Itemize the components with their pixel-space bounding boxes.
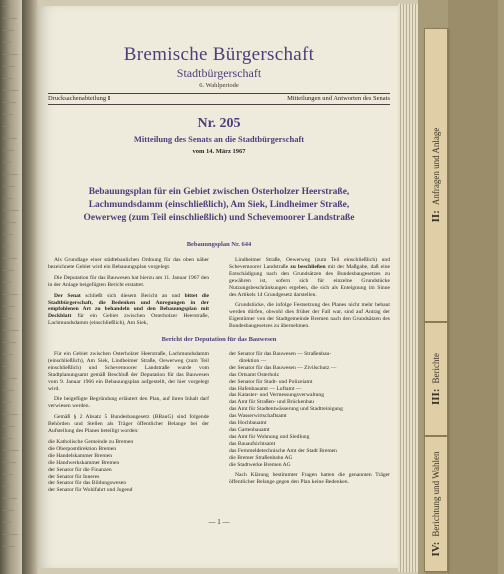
paragraph-tail: mit der Maßgabe, daß eine Entschädigung nach den Grundsätzen des Bundesbaugesetzes zu gewähren ist, sofern sich für einzelne Grundstücke Nutzungsbeschränkungen ergeben, die sich als Enteignung im Sinne des Artikels 14 Grundgesetz darstellen. — [229, 263, 391, 298]
authority-item: das Hochbauamt — [229, 420, 267, 427]
report-column-right — [229, 351, 390, 490]
plan-title-line: Bebauungsplan für ein Gebiet zwischen Osterholzer Heerstraße, — [88, 187, 350, 197]
report-conclusion: Nach Klärung bestimmter Fragen hatten die genannten Träger öffentlicher Belange gegen den Plan keine Bedenken. — [229, 472, 390, 486]
text-line — [2, 522, 11, 523]
text-line — [2, 510, 14, 511]
tab-section-4-label: IV:Berichtung und Wahlen — [430, 451, 442, 557]
text-line — [2, 90, 19, 91]
text-line — [2, 78, 12, 79]
authority-item: der Senator für Stadt- und Polizeiamt — [229, 378, 313, 385]
tab-section-3[interactable] — [424, 322, 448, 436]
authority-item: die Katholische Gemeinde zu Bremen — [48, 438, 134, 445]
text-line — [2, 414, 18, 415]
previous-page-text-lines — [2, 6, 20, 566]
report-paragraph: Für ein Gebiet zwischen Osterholzer Heerstraße, Lachmundsdamm (einschließlich), Am Siek, Lindheimer Straße, Oewerweg (zum Teil einschließlich) und Schevemoorer Landstraße wurde vom Stadtplanungsamt gemäß Beschluß der Deputation für das Bauwesen vom 9. Januar 1966 ein Bebauungsplan aufgestellt, der hier vorgelegt wird. — [48, 351, 209, 392]
book-gutter — [22, 0, 38, 574]
authority-item: das Hafenbauamt — Luftamt — — [229, 385, 302, 392]
authority-item: das Wasserwirtschaftsamt — [229, 413, 287, 420]
authority-item: das Amt für Stadtentwässerung und Stadtreinigung — [229, 406, 343, 413]
intro-column-right — [229, 257, 390, 334]
paragraph — [229, 302, 390, 330]
text-line — [2, 30, 14, 31]
document-page — [38, 6, 398, 568]
binder-side — [418, 0, 504, 574]
report-paragraphs — [48, 351, 209, 435]
authority-item: das Fernmeldetechnische Amt der Stadt Bremen — [229, 447, 337, 454]
paragraph — [48, 293, 209, 328]
header-rule-bottom — [48, 104, 390, 105]
text-line — [2, 42, 11, 43]
department-label — [48, 95, 110, 102]
plan-title-line: Lachmundsdamm (einschließlich), Am Siek, Lindheimer Straße, — [88, 200, 350, 210]
text-line — [2, 354, 13, 355]
authority-item: die Stadtwerke Bremen AG — [229, 461, 291, 468]
parliament-subtitle: Stadtbürgerschaft — [176, 66, 262, 80]
document-number: Nr. 205 — [197, 116, 241, 131]
authority-item: der Senator für das Bauwesen — Zivilschutz — — [229, 364, 337, 371]
text-line — [2, 366, 10, 367]
page-number: — 1 — — [208, 518, 230, 526]
paragraph-text: Grundstücke, die infolge Festsetzung des Planes nicht mehr bebaut werden dürfen, obwohl dies früher der Fall war, sind auf Antrag der Eigentümer von der Stadtgemeinde Bremen nach den Grundsätzen des Bundesbaugesetzes zu übernehmen. — [229, 302, 390, 330]
previous-page-edge — [0, 0, 22, 574]
department-number: I — [107, 95, 111, 102]
text-line — [2, 306, 15, 307]
text-line — [2, 450, 19, 451]
text-line — [2, 18, 17, 19]
text-line — [2, 174, 18, 175]
section-label: Mitteilungen und Antworten des Senats — [287, 95, 390, 102]
text-line — [2, 138, 17, 139]
text-line — [2, 330, 19, 331]
report-paragraph: Gemäß § 2 Absatz 5 Bundesbaugesetz (BBauG) sind folgende Behörden und Stellen als Träger öffentlicher Belange bei der Aufstellung des Planes beteiligt worden: — [48, 414, 209, 435]
text-line — [2, 498, 17, 499]
text-line — [2, 6, 10, 7]
report-column-left — [48, 351, 209, 494]
paragraph-emphasis: bittet die Stadtbürgerschaft, die Bedenken und Anregungen in der empfohlenen Art zu behandeln und den Bebauungsplan mit Deckblatt — [48, 292, 209, 320]
authority-item: das Kataster- und Vermessungsverwaltung — [229, 392, 325, 399]
text-line — [2, 402, 11, 403]
text-line — [2, 378, 17, 379]
tab-section-4[interactable] — [424, 436, 448, 572]
plan-title-line: Oewerweg (zum Teil einschließlich) und Schevemoorer Landstraße — [83, 213, 355, 223]
intro-column-left — [48, 257, 209, 331]
authority-item: die Oberpostdirektion Bremen — [48, 445, 117, 452]
paragraph-emphasis: zu beschließen — [290, 263, 326, 270]
authorities-list-right — [229, 351, 390, 468]
plan-title — [48, 186, 390, 225]
text-line — [2, 534, 18, 535]
parliament-title: Bremische Bürgerschaft — [123, 44, 315, 65]
text-line — [2, 150, 14, 151]
paragraph — [48, 257, 209, 271]
paragraph-text: Als Grundlage einer städtebaulichen Ordnung für das oben näher bezeichnete Gebiet wird ein Bebauungsplan vorgelegt. — [48, 257, 209, 270]
text-line — [2, 438, 12, 439]
text-line — [2, 246, 10, 247]
authority-item: die Handwerkskammer Bremen — [48, 459, 120, 466]
text-line — [2, 222, 16, 223]
report-title: Bericht der Deputation für das Bauwesen — [161, 336, 277, 343]
department-text: Drucksachenabteilung — [48, 95, 107, 102]
tab-section-3-label: III:Berichte — [430, 352, 442, 406]
paragraph-tail: für ein Gebiet zwischen Osterholzer Heerstraße, Lachmundsdamm (einschließlich), Am Siek, — [48, 313, 209, 327]
text-line — [2, 390, 14, 391]
paragraph-text: Lindheimer Straße, Oewerweg (zum Teil einschließlich) und Schevemoorer Landstraße — [229, 257, 390, 270]
page-block-edges — [398, 4, 418, 572]
binder-shadow — [448, 0, 498, 574]
text-line — [2, 210, 19, 211]
text-line — [2, 546, 15, 547]
paragraph-text: schließt sich diesem Bericht an und — [80, 292, 185, 299]
text-line — [2, 54, 18, 55]
text-line — [2, 234, 13, 235]
text-line — [2, 66, 15, 67]
text-line — [2, 162, 11, 163]
header-rule-top — [48, 93, 390, 94]
text-line — [2, 198, 12, 199]
text-line — [2, 342, 16, 343]
paragraph-lead: Der Senat — [54, 292, 81, 299]
authority-item: die Bremer Straßenbahn AG — [229, 454, 293, 461]
text-line — [2, 282, 11, 283]
authority-item: das Amt für Wohnung und Siedlung — [229, 433, 310, 440]
authority-item: der Senator für Inneres — [48, 473, 100, 480]
paragraph — [48, 275, 209, 289]
document-date: vom 14. März 1967 — [192, 148, 246, 155]
authority-item: das Amt für Straßen- und Brückenbau — [229, 399, 314, 406]
text-line — [2, 318, 12, 319]
text-line — [2, 258, 17, 259]
report-paragraph: Die beigefügte Begründung erläutert den Plan, auf ihren Inhalt darf verwiesen werden. — [48, 396, 209, 410]
authority-item: der Senator für das Bildungswesen — [48, 480, 126, 487]
authority-item: die Handelskammer Bremen — [48, 452, 112, 459]
authority-item: der Senator für Wohlfahrt und Jugend — [48, 487, 133, 494]
document-title: Mitteilung des Senats an die Stadtbürgerschaft — [133, 134, 305, 144]
tab-section-2-label: II:Anfragen und Anlage — [430, 127, 442, 223]
election-period: 6. Wahlperiode — [199, 82, 239, 89]
authority-item: das Ortsamt Osterholz — [229, 371, 280, 378]
tab-section-2[interactable] — [424, 28, 448, 322]
text-line — [2, 294, 18, 295]
text-line — [2, 114, 13, 115]
text-line — [2, 474, 13, 475]
text-line — [2, 462, 16, 463]
text-line — [2, 186, 15, 187]
authority-item: der Senator für die Finanzen — [48, 466, 112, 473]
paragraph — [229, 257, 390, 298]
text-line — [2, 426, 15, 427]
text-line — [2, 486, 10, 487]
text-line — [2, 270, 14, 271]
authority-item: das Bauaufsichtsamt — [229, 440, 276, 447]
authorities-list-left — [48, 439, 209, 494]
authority-item: der Senator für das Bauwesen — Straßenbau- — [229, 351, 332, 357]
text-line — [2, 102, 16, 103]
text-line — [2, 126, 10, 127]
authority-item: direktion — — [239, 357, 267, 364]
authority-item: das Gartenbauamt — [229, 426, 270, 433]
plan-number: Bebauungsplan Nr. 644 — [186, 241, 252, 248]
paragraph-text: Die Deputation für das Bauwesen hat hierzu am 11. Januar 1967 den in der Anlage beigefügten Bericht erstattet. — [48, 274, 209, 288]
